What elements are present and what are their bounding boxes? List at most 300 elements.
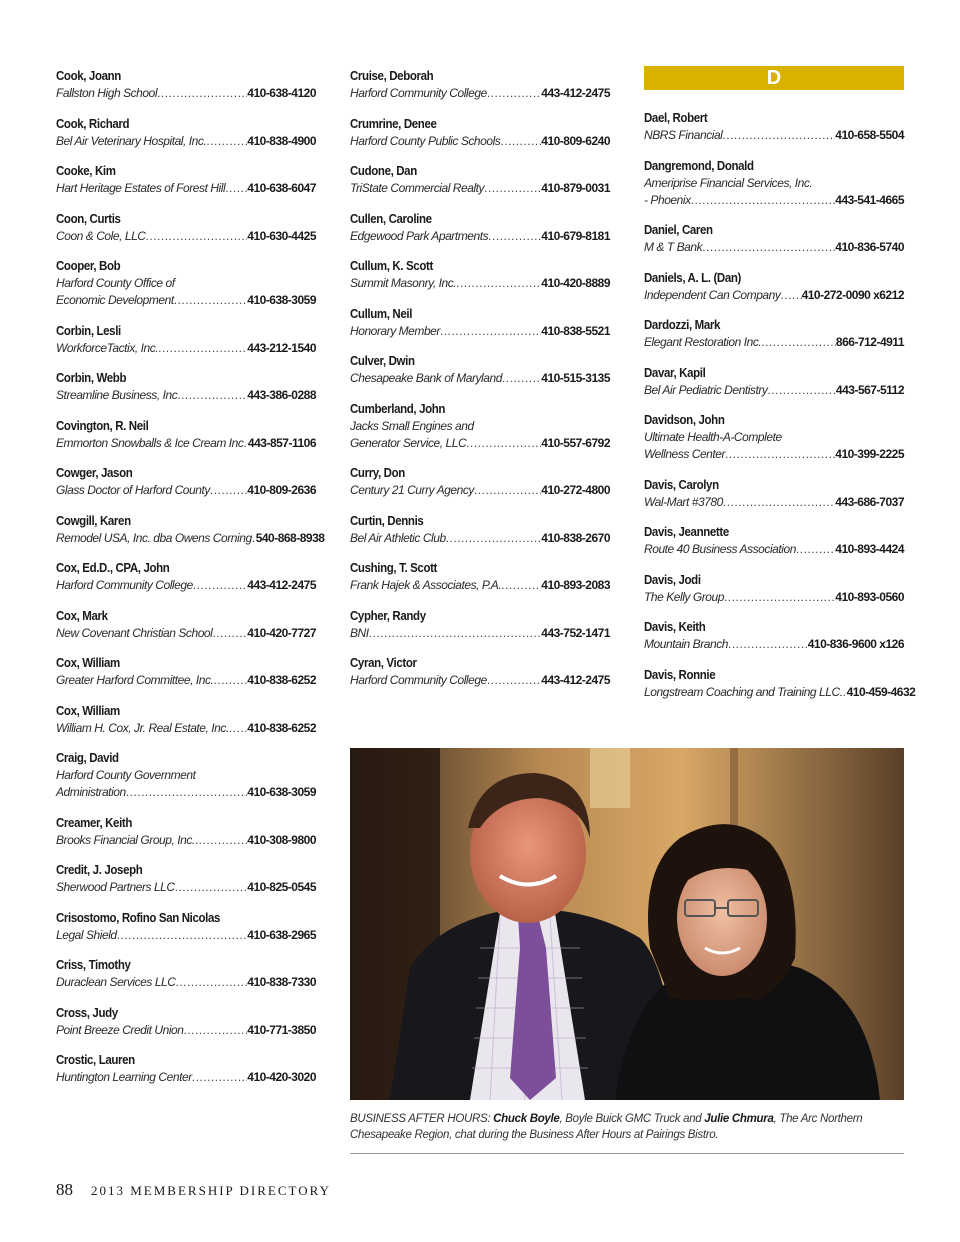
phone-number: 410-515-3135 <box>541 371 610 385</box>
dot-leader <box>126 784 248 801</box>
dot-leader <box>488 228 541 245</box>
directory-entry <box>56 750 316 801</box>
directory-entry <box>350 163 610 197</box>
member-details <box>56 435 316 452</box>
company-name: Independent Can Company <box>644 287 781 302</box>
company-name: Hart Heritage Estates of Forest Hill <box>56 181 226 195</box>
member-details <box>56 85 316 102</box>
company-phone-line <box>644 446 904 463</box>
dot-leader <box>484 180 541 197</box>
member-name: Cox, William <box>56 703 120 718</box>
member-name: Cook, Joann <box>56 69 121 83</box>
member-name: Davis, Jeannette <box>644 525 729 539</box>
member-details <box>350 672 610 689</box>
member-name: Cox, Ed.D., CPA, John <box>56 561 170 575</box>
company-name: - Phoenix <box>644 192 691 207</box>
member-name: Davidson, John <box>644 413 725 427</box>
phone-number: 410-272-0090 x6212 <box>801 287 904 302</box>
company-name: Harford Community College <box>350 86 487 100</box>
phone-number: 410-272-4800 <box>541 483 610 497</box>
company-name: Point Breeze Credit Union <box>56 1022 184 1037</box>
directory-entry <box>56 68 316 102</box>
member-name: Davar, Kapil <box>644 365 706 380</box>
dot-leader <box>502 370 541 387</box>
directory-entry <box>56 815 316 849</box>
member-name: Daniels, A. L. (Dan) <box>644 270 742 285</box>
company-name: Greater Harford Committee, Inc. <box>56 673 214 687</box>
event-photo <box>350 748 904 1100</box>
company-phone-line <box>644 636 904 653</box>
caption-person-2: Julie Chmura <box>704 1113 774 1125</box>
dot-leader <box>146 228 248 245</box>
directory-column-3 <box>644 67 916 714</box>
dot-leader <box>157 85 247 102</box>
member-details <box>644 175 904 209</box>
directory-entry <box>56 163 316 197</box>
member-details <box>56 720 316 737</box>
member-name: Cowger, Jason <box>56 466 133 480</box>
member-name: Crumrine, Denee <box>350 116 437 131</box>
phone-number: 443-541-4665 <box>835 192 904 207</box>
section-letter-d: D <box>644 66 904 90</box>
directory-entry <box>56 1005 316 1039</box>
directory-entry <box>644 270 904 304</box>
directory-entry <box>644 572 904 606</box>
company-name: Administration <box>56 785 126 799</box>
phone-number: 410-879-0031 <box>541 181 610 195</box>
member-details <box>644 636 904 653</box>
member-details <box>644 287 904 304</box>
company-name: Coon & Cole, LLC <box>56 228 146 243</box>
dot-leader <box>767 382 835 399</box>
member-name: Cooper, Bob <box>56 259 121 273</box>
phone-number: 410-838-5521 <box>541 323 610 338</box>
phone-number: 410-838-7330 <box>247 975 316 989</box>
company-phone-line <box>644 382 904 399</box>
phone-number: 410-638-6047 <box>247 181 316 195</box>
dot-leader <box>466 435 541 452</box>
directory-entry <box>350 306 610 340</box>
member-details <box>350 323 610 340</box>
dot-leader <box>723 494 835 511</box>
company-name: Edgewood Park Apartments <box>350 228 489 243</box>
member-details <box>350 625 610 642</box>
member-details <box>56 133 316 150</box>
member-details <box>56 340 316 357</box>
member-details <box>350 370 610 387</box>
company-line: Jacks Small Engines and <box>350 418 474 433</box>
dot-leader <box>725 446 835 463</box>
caption-person-1: Chuck Boyle <box>493 1113 560 1125</box>
directory-entry <box>56 370 316 404</box>
phone-number: 410-838-2670 <box>541 530 610 545</box>
member-details <box>56 927 316 944</box>
member-name: Curtin, Dennis <box>350 513 424 528</box>
directory-entry <box>350 655 610 689</box>
company-name: Fallston High School <box>56 86 158 100</box>
company-phone-line <box>56 387 316 404</box>
phone-number: 443-412-2475 <box>247 578 316 592</box>
company-phone-line <box>350 435 610 452</box>
phone-number: 410-638-3059 <box>247 293 316 307</box>
member-details <box>644 127 904 144</box>
directory-entry <box>644 667 916 701</box>
company-name: Bel Air Veterinary Hospital, Inc. <box>56 133 207 148</box>
directory-entry <box>350 211 610 245</box>
company-name: The Kelly Group <box>644 589 724 604</box>
dot-leader <box>184 1022 248 1039</box>
entries-list <box>644 110 916 701</box>
company-phone-line <box>350 228 610 245</box>
company-phone-line <box>56 1022 316 1039</box>
company-name: Streamline Business, Inc <box>56 388 178 402</box>
company-phone-line <box>56 482 316 499</box>
dot-leader <box>177 387 247 404</box>
directory-entry <box>644 524 904 558</box>
member-name: Covington, R. Neil <box>56 418 149 433</box>
member-details <box>350 228 610 245</box>
caption-text-2: , The Arc Northern Chesapeake Region, chat during the Business After Hours at Pairings Bistro. <box>350 1113 863 1141</box>
company-phone-line <box>350 275 610 292</box>
member-details <box>350 180 610 197</box>
company-name: Harford County Public Schools <box>350 133 501 148</box>
dot-leader <box>501 577 541 594</box>
phone-number: 410-838-6252 <box>247 720 316 735</box>
directory-entry <box>56 418 316 452</box>
member-details <box>56 767 316 801</box>
phone-number: 410-420-8889 <box>541 276 610 290</box>
member-name: Craig, David <box>56 751 119 765</box>
phone-number: 410-399-2225 <box>835 447 904 461</box>
member-details <box>56 387 316 404</box>
member-details <box>350 530 610 547</box>
member-name: Davis, Ronnie <box>644 667 716 682</box>
member-name: Davis, Carolyn <box>644 477 719 492</box>
company-name: Century 21 Curry Agency <box>350 483 474 497</box>
directory-entry <box>56 116 316 150</box>
member-details <box>350 133 610 150</box>
caption-text-1: , Boyle Buick GMC Truck and <box>559 1113 702 1125</box>
photo-illustration <box>350 748 904 1100</box>
phone-number: 443-752-1471 <box>541 625 610 640</box>
member-name: Corbin, Webb <box>56 371 127 385</box>
dot-leader <box>728 636 808 653</box>
directory-entry <box>56 323 316 357</box>
member-details <box>644 541 904 558</box>
company-phone-line <box>56 927 316 944</box>
company-line: Ultimate Health-A-Complete <box>644 430 782 444</box>
company-phone-line <box>56 180 316 197</box>
member-details <box>644 494 904 511</box>
company-name: NBRS Financial <box>644 128 723 142</box>
entries-list <box>56 68 325 1086</box>
member-name: Creamer, Keith <box>56 815 133 830</box>
phone-number: 410-893-2083 <box>541 578 610 592</box>
company-phone-line <box>56 133 316 150</box>
member-details <box>350 482 610 499</box>
member-name: Dael, Robert <box>644 111 708 125</box>
member-details <box>644 382 904 399</box>
dot-leader <box>174 292 248 309</box>
dot-leader <box>193 577 247 594</box>
member-details <box>56 625 316 642</box>
directory-entry <box>56 1052 316 1086</box>
phone-number: 443-412-2475 <box>541 86 610 100</box>
company-phone-line <box>56 530 325 547</box>
company-line: Ameriprise Financial Services, Inc. <box>644 175 813 190</box>
directory-entry <box>56 862 316 896</box>
member-name: Davis, Jodi <box>644 572 701 587</box>
member-details <box>350 275 610 292</box>
phone-number: 410-809-2636 <box>247 483 316 497</box>
phone-number: 410-459-4632 <box>846 684 916 699</box>
phone-number: 410-557-6792 <box>541 435 610 450</box>
directory-entry <box>644 317 904 351</box>
phone-number: 410-630-4425 <box>247 228 316 243</box>
directory-entry <box>644 477 904 511</box>
dot-leader <box>225 180 247 197</box>
directory-entry <box>56 211 316 245</box>
member-name: Cypher, Randy <box>350 608 426 623</box>
member-name: Cyran, Victor <box>350 656 417 670</box>
member-name: Culver, Dwin <box>350 354 415 368</box>
directory-entry <box>56 513 325 547</box>
member-name: Cox, Mark <box>56 608 108 623</box>
directory-entry <box>56 703 316 737</box>
member-name: Davis, Keith <box>644 620 706 634</box>
company-phone-line <box>56 228 316 245</box>
company-phone-line <box>56 577 316 594</box>
directory-entry <box>350 353 610 387</box>
company-name: Honorary Member <box>350 323 440 338</box>
company-name: Summit Masonry, Inc. <box>350 276 457 290</box>
directory-entry <box>350 608 610 642</box>
dot-leader <box>474 482 541 499</box>
page-footer <box>56 1180 331 1200</box>
directory-entry <box>350 116 610 150</box>
dot-leader <box>456 275 541 292</box>
dot-leader <box>446 530 542 547</box>
member-name: Dardozzi, Mark <box>644 318 721 332</box>
phone-number: 410-836-9600 x126 <box>807 637 904 651</box>
phone-number: 443-686-7037 <box>835 494 904 509</box>
phone-number: 410-420-7727 <box>247 625 316 640</box>
directory-entry <box>644 222 904 256</box>
company-phone-line <box>56 85 316 102</box>
directory-entry <box>350 513 610 547</box>
dot-leader <box>487 672 541 689</box>
phone-number: 410-825-0545 <box>247 880 316 894</box>
company-name: Legal Shield <box>56 927 117 942</box>
phone-number: 410-420-3020 <box>247 1070 316 1084</box>
member-name: Crostic, Lauren <box>56 1053 135 1067</box>
phone-number: 410-838-4900 <box>247 133 316 148</box>
company-name: Glass Doctor of Harford County <box>56 483 210 497</box>
company-phone-line <box>350 482 610 499</box>
member-details <box>56 530 325 547</box>
directory-title: 2013 MEMBERSHIP DIRECTORY <box>91 1183 331 1198</box>
dot-leader <box>500 133 541 150</box>
company-name: Elegant Restoration Inc. <box>644 335 762 349</box>
member-name: Cook, Richard <box>56 116 130 131</box>
company-name: Frank Hajek & Associates, P.A. <box>350 578 502 592</box>
company-name: Bel Air Pediatric Dentistry <box>644 382 768 397</box>
dot-leader <box>724 589 835 606</box>
company-name: William H. Cox, Jr. Real Estate, Inc. <box>56 720 229 735</box>
dot-leader <box>796 541 835 558</box>
directory-entry <box>56 258 316 309</box>
company-phone-line <box>56 435 316 452</box>
company-phone-line <box>644 239 904 256</box>
company-name: Wal-Mart #3780 <box>644 494 723 509</box>
company-phone-line <box>350 323 610 340</box>
company-phone-line <box>56 832 316 849</box>
company-phone-line <box>350 180 610 197</box>
directory-entry <box>644 365 904 399</box>
company-name: Chesapeake Bank of Maryland <box>350 371 502 385</box>
dot-leader <box>192 1069 248 1086</box>
dot-leader <box>487 85 541 102</box>
directory-entry <box>56 465 316 499</box>
phone-number: 443-386-0288 <box>247 388 316 402</box>
directory-entry <box>644 110 904 144</box>
company-name: New Covenant Christian School <box>56 625 213 640</box>
company-name: Route 40 Business Association <box>644 542 796 556</box>
phone-number: 410-838-6252 <box>247 673 316 687</box>
company-phone-line <box>644 494 904 511</box>
member-name: Dangremond, Donald <box>644 158 754 173</box>
company-phone-line <box>56 340 316 357</box>
page-number: 88 <box>56 1180 73 1199</box>
member-details <box>56 1022 316 1039</box>
dot-leader <box>761 334 836 351</box>
company-name: Generator Service, LLC <box>350 435 467 450</box>
entries-list <box>350 68 610 689</box>
directory-entry <box>56 957 316 991</box>
dot-leader <box>722 127 835 144</box>
company-name: Harford Community College <box>350 673 487 687</box>
company-name: Longstream Coaching and Training LLC. <box>644 684 843 699</box>
phone-number: 443-567-5112 <box>835 382 904 397</box>
company-phone-line <box>644 589 904 606</box>
directory-column-2 <box>350 68 610 703</box>
member-details <box>56 228 316 245</box>
dot-leader <box>176 974 248 991</box>
member-name: Cox, William <box>56 656 120 670</box>
company-name: M & T Bank <box>644 240 703 254</box>
company-name: Brooks Financial Group, Inc. <box>56 832 195 847</box>
member-details <box>350 418 610 452</box>
phone-number: 540-868-8938 <box>255 530 325 545</box>
directory-entry <box>350 560 610 594</box>
dot-leader <box>158 340 247 357</box>
company-phone-line <box>56 879 316 896</box>
company-name: Duraclean Services LLC <box>56 975 176 989</box>
company-phone-line <box>350 370 610 387</box>
dot-leader <box>206 133 247 150</box>
phone-number: 410-836-5740 <box>835 240 904 254</box>
phone-number: 410-638-4120 <box>247 86 316 100</box>
member-details <box>56 180 316 197</box>
member-name: Cumberland, John <box>350 401 446 416</box>
member-name: Corbin, Lesli <box>56 323 121 338</box>
company-line: Harford County Government <box>56 768 196 782</box>
dot-leader <box>369 625 542 642</box>
directory-entry <box>56 655 316 689</box>
directory-entry <box>644 412 904 463</box>
company-name: Sherwood Partners LLC <box>56 880 175 894</box>
photo-caption <box>350 1111 904 1143</box>
member-details <box>56 974 316 991</box>
phone-number: 443-212-1540 <box>247 340 316 355</box>
company-line: Harford County Office of <box>56 276 175 290</box>
member-name: Criss, Timothy <box>56 958 131 972</box>
member-name: Crisostomo, Rofino San Nicolas <box>56 910 221 925</box>
member-name: Cross, Judy <box>56 1005 118 1020</box>
member-details <box>56 482 316 499</box>
company-phone-line <box>644 541 904 558</box>
phone-number: 866-712-4911 <box>835 335 904 349</box>
dot-leader <box>229 720 247 737</box>
directory-entry <box>56 910 316 944</box>
dot-leader <box>213 672 247 689</box>
member-details <box>56 832 316 849</box>
phone-number: 410-638-2965 <box>247 927 316 942</box>
member-details <box>644 684 916 701</box>
member-name: Cruise, Deborah <box>350 69 434 83</box>
directory-entry <box>350 68 610 102</box>
directory-entry <box>56 608 316 642</box>
dot-leader <box>117 927 248 944</box>
member-details <box>56 577 316 594</box>
caption-divider <box>350 1153 904 1154</box>
dot-leader <box>212 625 247 642</box>
phone-number: 410-809-6240 <box>541 133 610 148</box>
member-name: Cullen, Caroline <box>350 211 432 226</box>
dot-leader <box>702 239 835 256</box>
member-name: Cooke, Kim <box>56 164 116 178</box>
company-phone-line <box>644 192 904 209</box>
member-name: Daniel, Caren <box>644 223 713 237</box>
company-phone-line <box>56 720 316 737</box>
company-phone-line <box>56 625 316 642</box>
directory-entry <box>350 465 610 499</box>
member-name: Coon, Curtis <box>56 211 121 226</box>
phone-number: 410-771-3850 <box>247 1022 316 1037</box>
company-phone-line <box>644 287 904 304</box>
member-details <box>644 429 904 463</box>
member-details <box>644 334 904 351</box>
member-details <box>644 589 904 606</box>
phone-number: 443-857-1106 <box>247 435 316 450</box>
company-name: TriState Commercial Realty <box>350 181 485 195</box>
dot-leader <box>780 287 801 304</box>
company-name: BNI <box>350 625 369 640</box>
company-name: Emmorton Snowballs & Ice Cream Inc <box>56 435 244 450</box>
company-phone-line <box>350 625 610 642</box>
company-phone-line <box>56 974 316 991</box>
dot-leader <box>195 832 247 849</box>
directory-column-1 <box>56 68 325 1100</box>
directory-entry <box>56 560 316 594</box>
member-details <box>56 879 316 896</box>
directory-entry <box>644 158 904 209</box>
company-phone-line <box>350 577 610 594</box>
company-phone-line <box>350 85 610 102</box>
phone-number: 410-308-9800 <box>247 832 316 847</box>
member-details <box>56 672 316 689</box>
phone-number: 410-893-0560 <box>835 589 904 604</box>
